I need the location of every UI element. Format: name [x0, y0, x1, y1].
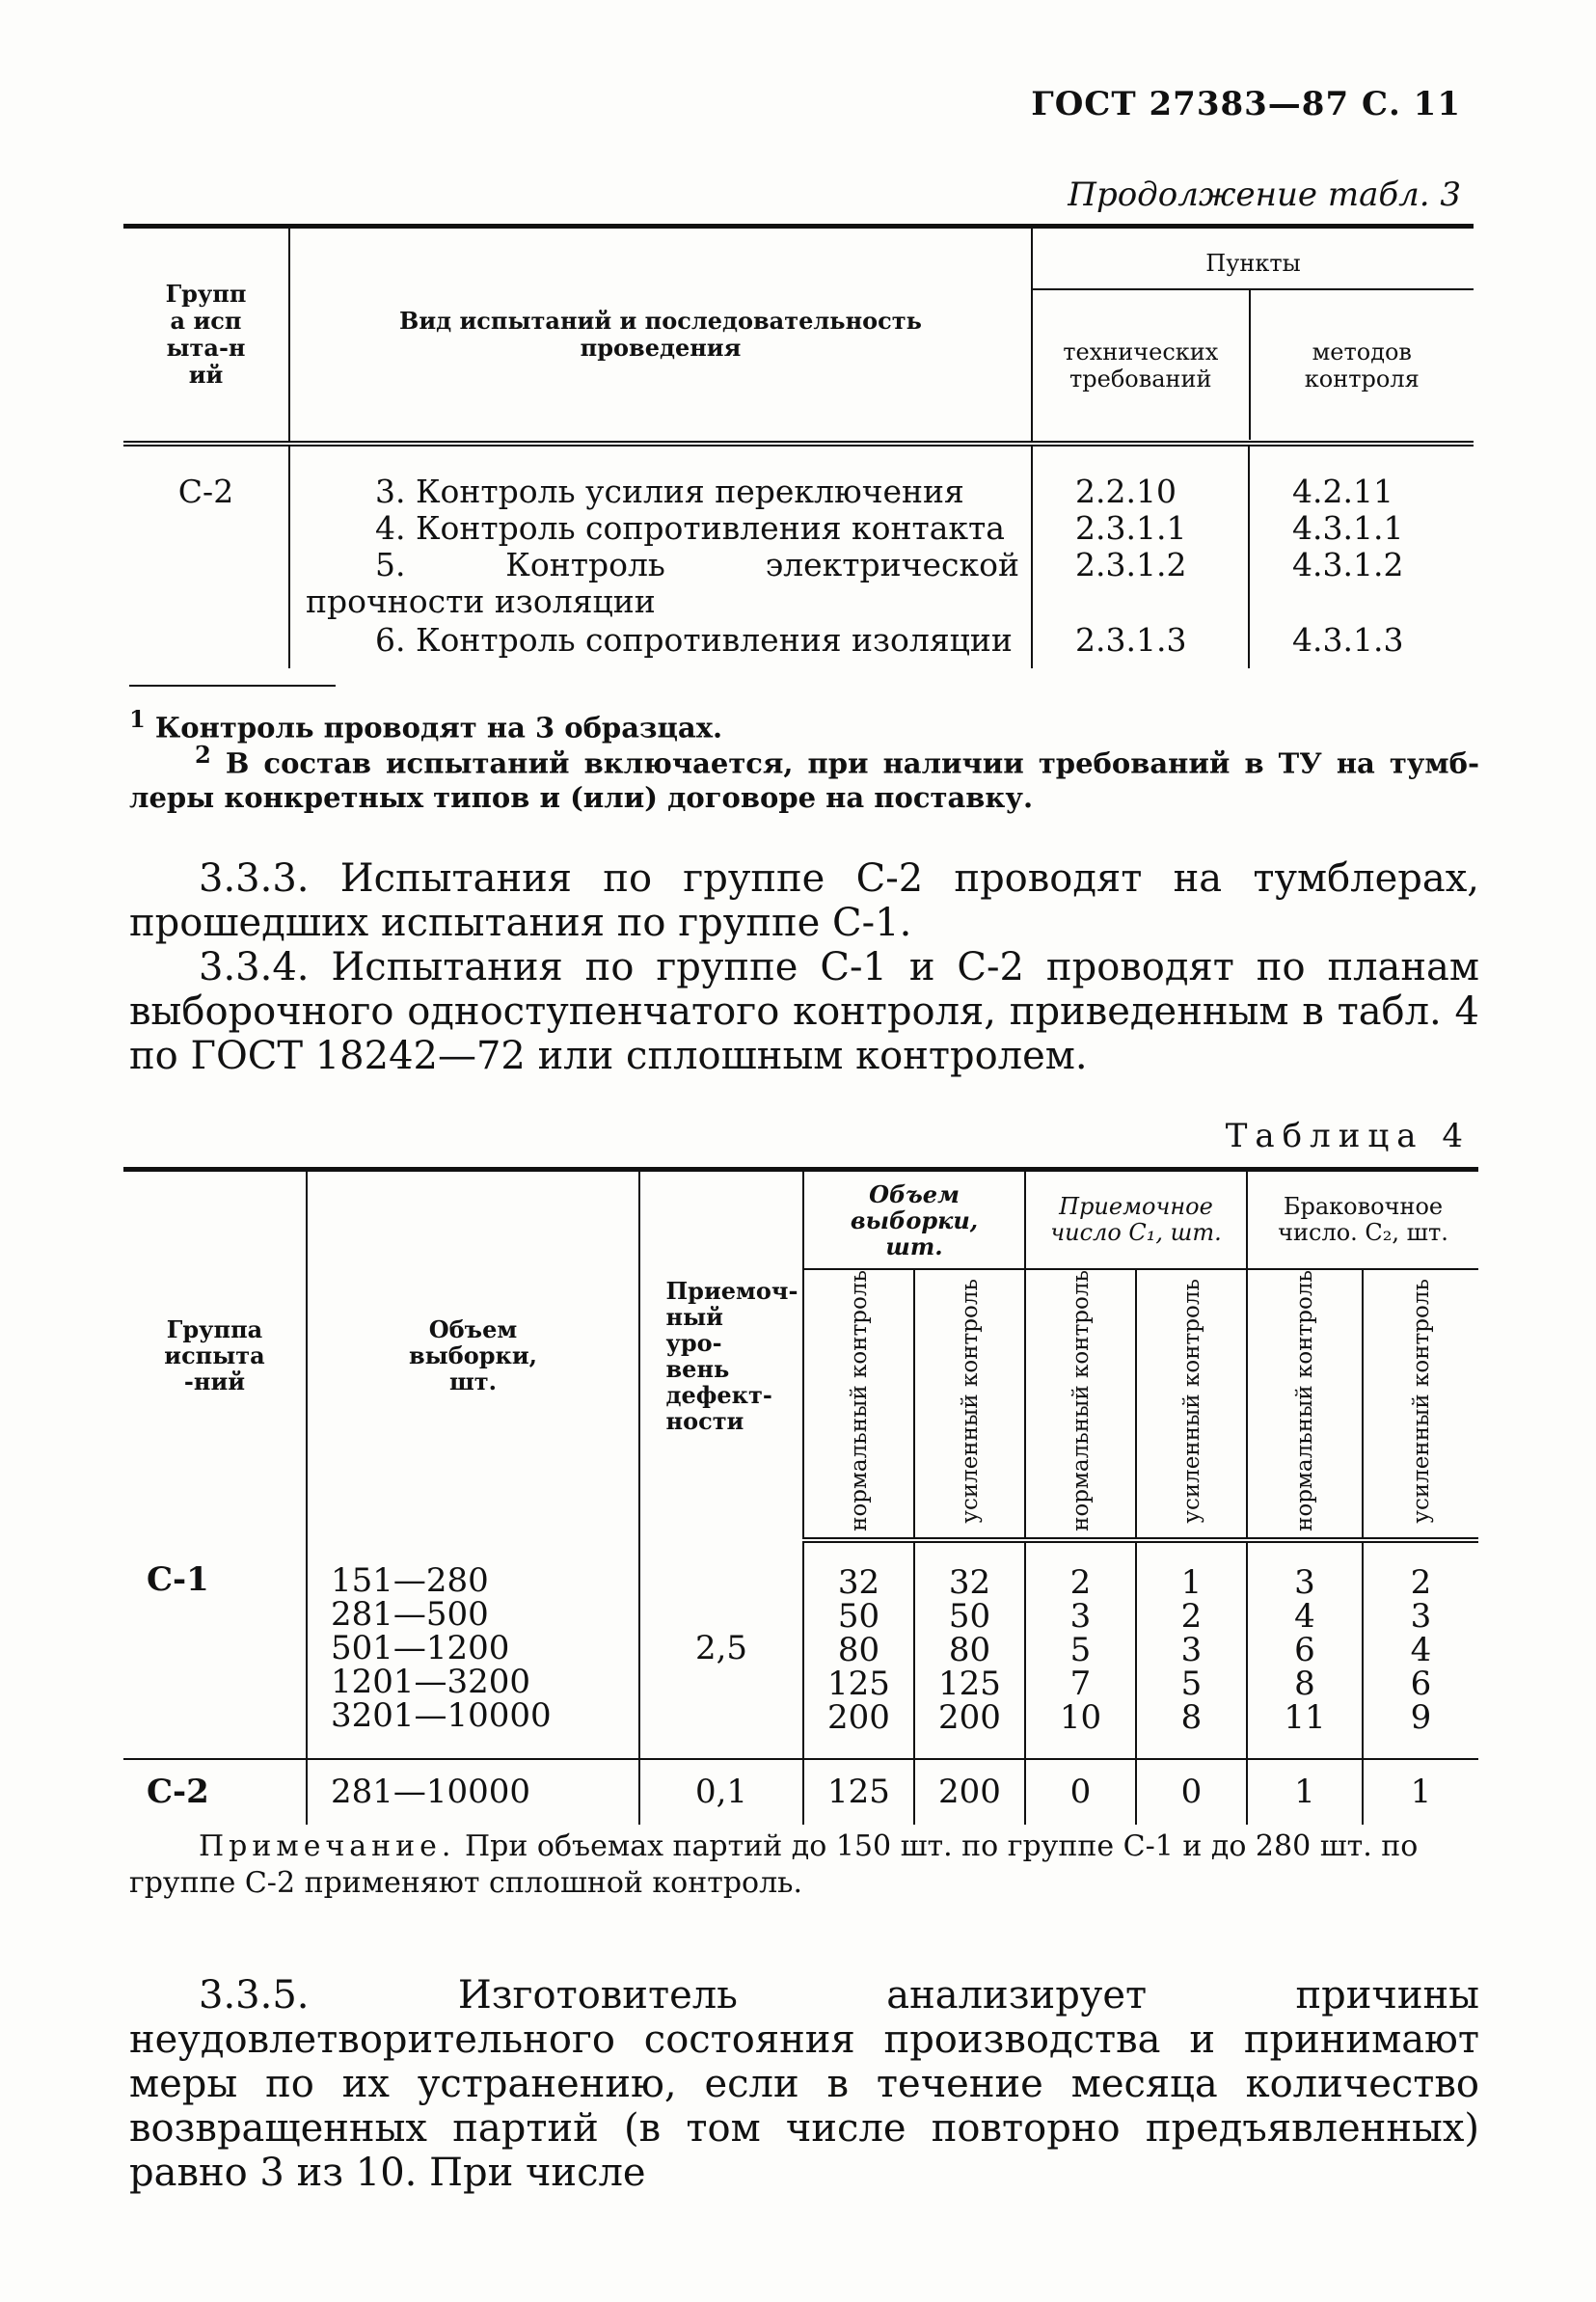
t4-header-tightened: усиленный контроль	[1136, 1269, 1247, 1540]
t4-value: 9	[1410, 1697, 1432, 1737]
t4-c2-norm-cell	[1247, 1540, 1363, 1759]
t4-header-tightened: усиленный контроль	[914, 1269, 1025, 1540]
t4-value: 2	[1410, 1562, 1432, 1602]
t4-value: 0	[1180, 1772, 1203, 1811]
table4	[123, 1167, 1478, 1825]
t4-value: 8	[1294, 1664, 1315, 1703]
note-text: При объемах партий до 150 шт. по группе С-1 и до 280 шт. по группе С-2 применяют сплошной контроль.	[129, 1829, 1419, 1900]
t3-header-points	[1032, 227, 1474, 445]
t4-value: 32	[837, 1562, 880, 1602]
footnote-text: Контроль проводят на 3 образцах.	[154, 711, 723, 745]
paragraph-3-3-5: 3.3.5. Изготовитель анализирует причины неудовлетворительного состояния производства и принимают меры по их устранению, если в течение месяца количество возвращенных партий (в том числе повторно предъявленных) равно 3 из 10. При числе	[129, 1973, 1479, 2195]
t4-aql-cell: 2,5	[639, 1540, 803, 1759]
t4-header-tightened: усиленный контроль	[1363, 1269, 1478, 1540]
t4-value: 11	[1284, 1697, 1326, 1737]
t3-method-value: 4.2.11	[1292, 473, 1393, 510]
t4-batch-value: 281—500	[331, 1595, 489, 1635]
t4-value: 32	[948, 1562, 991, 1602]
t3-method-value: 4.3.1.1	[1292, 509, 1404, 547]
t4-header-aql: Приемоч-ный уро-вень дефект-ности	[639, 1170, 803, 1540]
t4-group-cell: С-2	[147, 1772, 209, 1811]
t3-tech-value: 2.3.1.1	[1075, 509, 1187, 547]
t4-value: 10	[1059, 1697, 1102, 1737]
t3-row-methods	[1249, 444, 1474, 668]
t3-header-tech: технических требований	[1063, 338, 1219, 393]
t3-header-test-type: Вид испытаний и последовательность проведения	[289, 227, 1032, 445]
t4-value: 50	[948, 1596, 991, 1636]
t4-c1-norm-cell	[1025, 1759, 1136, 1825]
t4-value: 1	[1410, 1772, 1432, 1811]
footnote-mark: 1	[129, 705, 146, 733]
t4-header-normal: нормальный контроль	[803, 1269, 914, 1540]
t3-row-tech	[1032, 444, 1249, 668]
t4-header-group: Группа испыта-ний	[123, 1170, 307, 1540]
table-row	[123, 1540, 1478, 1759]
t4-batch-value: 3201—10000	[331, 1696, 552, 1736]
t4-n-norm-cell	[803, 1540, 914, 1759]
t4-aql-cell: 0,1	[639, 1759, 803, 1825]
table-row	[123, 1759, 1478, 1825]
t4-value: 3	[1410, 1596, 1432, 1636]
t4-value: 200	[827, 1697, 890, 1737]
t4-n-norm-cell	[803, 1759, 914, 1825]
t4-value: 0	[1069, 1772, 1092, 1811]
t4-header-normal: нормальный контроль	[1025, 1269, 1136, 1540]
t4-header-sample: Объем выборки, шт.	[803, 1170, 1025, 1270]
t3-tech-value: 2.3.1.3	[1075, 621, 1187, 659]
footnote-text: В состав испытаний включается, при наличии требований в ТУ на тумб-леры конкретных типов и (или) договоре на поставку.	[129, 746, 1479, 814]
t4-c1-norm-cell	[1025, 1540, 1136, 1759]
table3	[123, 224, 1474, 668]
t4-group-cell: С-1	[123, 1540, 307, 1759]
t4-value: 4	[1294, 1596, 1315, 1636]
t4-batch-cell	[307, 1540, 639, 1759]
t4-batch-value: 501—1200	[331, 1629, 510, 1668]
t3-method-value: 4.3.1.2	[1292, 546, 1404, 583]
t4-value: 1	[1180, 1562, 1203, 1602]
t4-value: 3	[1180, 1630, 1203, 1669]
t4-c2-norm-cell	[1247, 1759, 1363, 1825]
paragraph-3-3-3: 3.3.3. Испытания по группе С-2 проводят на тумблерах, прошедших испытания по группе С-1.	[129, 856, 1479, 945]
t3-tech-value: 2.3.1.2	[1075, 546, 1187, 583]
t4-c2-tight-cell	[1363, 1540, 1478, 1759]
table4-note	[129, 1828, 1479, 1902]
t4-batch-value: 281—10000	[331, 1772, 531, 1811]
t3-header-methods: методов контроля	[1249, 290, 1474, 440]
t3-method-value: 4.3.1.3	[1292, 621, 1404, 659]
t4-value: 80	[837, 1630, 880, 1669]
t3-item: 4. Контроль сопротивления контакта	[375, 509, 1005, 547]
t4-batch-value: 1201—3200	[331, 1663, 531, 1702]
t4-value: 2	[1069, 1562, 1092, 1602]
t4-value: 200	[938, 1697, 1001, 1737]
t3-row-items	[289, 444, 1032, 668]
t4-c2-tight-cell	[1363, 1759, 1478, 1825]
t4-c1-tight-cell	[1136, 1759, 1247, 1825]
note-label: Примечание.	[199, 1829, 456, 1863]
t4-header-accept: Приемочное число С₁, шт.	[1025, 1170, 1247, 1270]
footnote-mark: 2	[195, 741, 211, 769]
t4-value: 4	[1410, 1630, 1432, 1669]
t4-value: 200	[938, 1772, 1001, 1811]
t4-batch-value: 151—280	[331, 1561, 489, 1601]
t4-batch-cell	[307, 1759, 639, 1825]
t4-value: 1	[1294, 1772, 1315, 1811]
t4-value: 50	[837, 1596, 880, 1636]
t4-value: 3	[1069, 1596, 1092, 1636]
t3-item: 5. Контроль электрической прочности изоляции	[306, 546, 1019, 620]
t3-row-group: С-2	[177, 473, 234, 510]
t4-header-reject: Браковочное число. С₂, шт.	[1247, 1170, 1478, 1270]
t4-n-tight-cell	[914, 1540, 1025, 1759]
t4-value: 125	[938, 1664, 1001, 1703]
table3-continuation-label: Продолжение табл. 3	[1068, 176, 1461, 214]
paragraph-3-3-4: 3.3.4. Испытания по группе С-1 и С-2 проводят по планам выборочного одноступенчатого контроля, приведенным в табл. 4 по ГОСТ 18242—72 или сплошным контролем.	[129, 945, 1479, 1078]
page-header: ГОСТ 27383—87 С. 11	[1031, 85, 1461, 123]
t4-header-batch: Объем выборки, шт.	[307, 1170, 639, 1540]
t4-value: 7	[1069, 1664, 1092, 1703]
t4-value: 6	[1410, 1664, 1432, 1703]
table4-caption: Таблица 4	[1225, 1117, 1471, 1155]
t3-header-points-label: Пункты	[1033, 238, 1474, 290]
t3-tech-value: 2.2.10	[1075, 473, 1177, 510]
t4-value: 80	[948, 1630, 991, 1669]
t4-value: 5	[1180, 1664, 1203, 1703]
footnote-2	[129, 738, 1479, 815]
t4-value: 5	[1069, 1630, 1092, 1669]
t4-header-normal: нормальный контроль	[1247, 1269, 1363, 1540]
t4-n-tight-cell	[914, 1759, 1025, 1825]
t4-value: 6	[1294, 1630, 1315, 1669]
t4-c1-tight-cell	[1136, 1540, 1247, 1759]
t4-value: 2	[1180, 1596, 1203, 1636]
t4-value: 8	[1180, 1697, 1203, 1737]
t4-value: 125	[827, 1772, 890, 1811]
t3-item: 6. Контроль сопротивления изоляции	[375, 621, 1013, 659]
t3-item: 3. Контроль усилия переключения	[375, 473, 964, 510]
t4-value: 125	[827, 1664, 890, 1703]
t3-header-group: Группа испыта-ний	[123, 227, 289, 445]
footnote-rule	[129, 685, 336, 687]
t4-value: 3	[1294, 1562, 1315, 1602]
